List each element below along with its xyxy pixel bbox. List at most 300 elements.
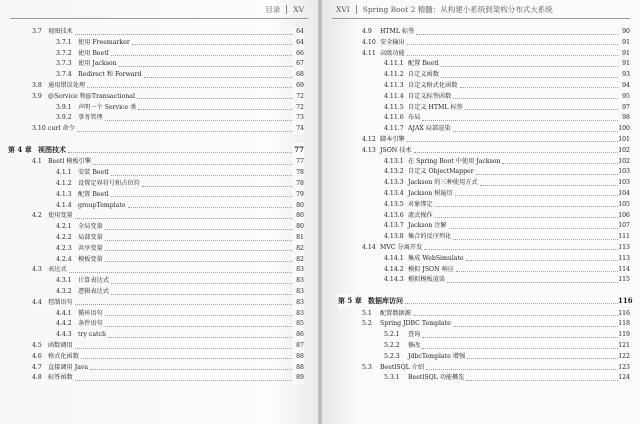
toc-entry-page: 74 [292, 124, 304, 135]
dot-leader [111, 196, 292, 197]
toc-entry-number: 4.8 [32, 373, 44, 384]
dot-leader [465, 109, 618, 110]
toc-entry-page: 97 [618, 103, 630, 114]
dot-leader [111, 283, 292, 284]
toc-entry-page: 81 [292, 233, 304, 244]
toc-entry-page: 113 [618, 254, 630, 265]
toc-entry-title: 对象绑定 [408, 200, 435, 211]
dot-leader [142, 186, 292, 187]
toc-entry-title: try catch [78, 330, 108, 341]
dot-leader [413, 315, 618, 316]
dot-leader [424, 249, 618, 250]
dot-leader [476, 174, 618, 175]
toc-entry-page: 116 [618, 294, 630, 309]
dot-leader [414, 152, 618, 153]
toc-entry-number: 4.2.1 [56, 222, 74, 233]
toc-entry-page: 80 [292, 222, 304, 233]
toc-entry-title: 数据库访问 [368, 294, 405, 309]
toc-entry-number: 5.2.3 [384, 352, 402, 363]
toc-entry-title: Jackson 的三种使用方式 [408, 178, 480, 189]
toc-entry-page: 82 [292, 244, 304, 255]
toc-entry [8, 38, 304, 49]
toc-entry-number: 4.3.2 [56, 287, 74, 298]
dot-leader [422, 120, 618, 121]
toc-entry-number: 4.14.2 [384, 265, 406, 276]
toc-entry-number: 3.9.1 [56, 103, 74, 114]
dot-leader [467, 358, 618, 359]
toc-entry [358, 254, 630, 265]
toc-entry-title: Jackson 注解 [408, 221, 449, 232]
toc-entry-title: 使用变量 [48, 211, 75, 222]
toc-entry [8, 309, 304, 320]
toc-entry [8, 341, 304, 352]
toc-entry-title: 条件语句 [78, 319, 105, 330]
dot-leader [75, 304, 292, 305]
toc-entry [8, 352, 304, 363]
toc-entry-page: 83 [292, 309, 304, 320]
right-toc-list [338, 27, 633, 384]
toc-entry-page: 72 [292, 92, 304, 103]
toc-entry [358, 70, 630, 81]
toc-entry [358, 157, 630, 168]
toc-entry-title: 视图技术 [48, 27, 75, 38]
toc-entry-number: 4.14 [362, 243, 378, 254]
dot-leader [105, 250, 292, 251]
left-page [0, 0, 318, 424]
toc-entry-page: 121 [618, 341, 630, 352]
toc-entry-title: 局部变量 [78, 233, 105, 244]
toc-entry-page: 91 [618, 38, 630, 49]
toc-entry-title: 自定义标签函数 [408, 92, 453, 103]
toc-entry [8, 49, 304, 60]
toc-entry-page: 101 [618, 135, 630, 146]
dot-leader [132, 44, 292, 45]
toc-entry [8, 59, 304, 70]
dot-leader [453, 98, 618, 99]
toc-entry-number: 4.11.4 [384, 92, 406, 103]
dot-leader [75, 380, 292, 381]
toc-entry-number: 4.11 [362, 49, 378, 60]
toc-entry-title: 自定义函数 [408, 70, 441, 81]
toc-entry [8, 373, 304, 384]
toc-entry [8, 168, 304, 179]
dot-leader [455, 195, 618, 196]
toc-entry-number: 4.11.2 [384, 70, 406, 81]
toc-entry-title: 通用错误处理 [48, 81, 87, 92]
toc-entry-title: Redirect 和 Forward [78, 70, 144, 81]
dot-leader [138, 109, 292, 110]
toc-entry-number: 4.3.1 [56, 276, 74, 287]
toc-entry [358, 189, 630, 200]
toc-entry [358, 124, 630, 135]
dot-leader [441, 77, 618, 78]
toc-entry-page: 72 [292, 103, 304, 114]
toc-entry-number: 4.3 [32, 265, 44, 276]
toc-entry-number: 4.5 [32, 341, 44, 352]
dot-leader [111, 294, 292, 295]
dot-leader [456, 271, 618, 272]
toc-entry-number: 4.10 [362, 38, 378, 49]
toc-entry [8, 103, 304, 114]
toc-entry [8, 265, 304, 276]
right-page [322, 0, 640, 424]
dot-leader [105, 240, 292, 241]
toc-entry-page: 87 [292, 341, 304, 352]
toc-entry-title: 流式操作 [408, 211, 435, 222]
toc-entry-number: 5.3 [362, 363, 374, 374]
toc-entry-title: curl 命令 [48, 124, 77, 135]
toc-entry-page: 80 [292, 211, 304, 222]
toc-entry-title: 使用 Freemarker [78, 38, 132, 49]
toc-entry-page: 102 [618, 146, 630, 157]
dot-leader [416, 34, 618, 35]
toc-entry-number: 4.13.4 [384, 189, 406, 200]
toc-entry-page: 105 [618, 200, 630, 211]
toc-entry-page: 64 [292, 27, 304, 38]
dot-leader [75, 218, 292, 219]
toc-entry-number: 4.6 [32, 352, 44, 363]
toc-entry [8, 222, 304, 233]
toc-entry-title: 计算表达式 [78, 276, 111, 287]
toc-entry [358, 341, 630, 352]
toc-entry-number: 3.9.2 [56, 113, 74, 124]
toc-entry [358, 330, 630, 341]
dot-leader [111, 175, 292, 176]
toc-entry-number: 4.14.1 [384, 254, 406, 265]
chapter-spacer [8, 135, 304, 143]
chapter-spacer [358, 286, 630, 294]
toc-entry-number: 4.4 [32, 298, 44, 309]
toc-entry [358, 221, 630, 232]
toc-entry-page: 73 [292, 113, 304, 124]
dot-leader [435, 206, 618, 207]
toc-entry-page: 98 [618, 113, 630, 124]
toc-entry-page: 86 [292, 330, 304, 341]
toc-entry [358, 146, 630, 157]
toc-entry-title: 高级功能 [380, 49, 407, 60]
toc-entry-page: 67 [292, 59, 304, 70]
toc-entry-title: 模拟 JSON 响应 [408, 265, 456, 276]
dot-leader [119, 66, 292, 67]
toc-entry-title: 在 Spring Boot 中使用 Jackson [408, 157, 502, 168]
dot-leader [69, 272, 292, 273]
toc-entry [8, 233, 304, 244]
toc-entry-title: 格式化函数 [48, 352, 81, 363]
toc-entry-number: 4.11.5 [384, 103, 406, 114]
toc-entry-number: 4.1.1 [56, 168, 74, 179]
toc-entry-number: 4.13.3 [384, 178, 406, 189]
toc-entry [8, 113, 304, 124]
toc-entry-title: 声明一个 Service 类 [78, 103, 138, 114]
toc-entry-page: 66 [292, 49, 304, 60]
toc-entry [358, 27, 630, 38]
dot-leader [93, 164, 292, 165]
toc-entry [8, 255, 304, 266]
toc-entry [8, 124, 304, 135]
toc-entry-number: 3.10 [32, 124, 48, 135]
toc-entry-page: 91 [618, 59, 630, 70]
dot-leader [81, 358, 292, 359]
toc-entry [8, 244, 304, 255]
toc-entry-number: 5.2 [362, 319, 374, 330]
toc-entry-title: 逻辑表达式 [78, 287, 111, 298]
toc-entry-title: 配置数据源 [380, 309, 413, 320]
toc-entry-title: BeetlSQL 功能概览 [408, 373, 466, 384]
dot-leader [460, 87, 618, 88]
toc-entry-number: 4.4.3 [56, 330, 74, 341]
toc-entry [8, 81, 304, 92]
toc-entry-number: 4.7 [32, 363, 44, 374]
dot-leader [407, 44, 618, 45]
toc-entry [358, 59, 630, 70]
dot-leader [447, 282, 618, 283]
dot-leader [441, 66, 618, 67]
toc-entry [358, 309, 630, 320]
dot-leader [87, 87, 292, 88]
dot-leader [480, 185, 618, 186]
toc-entry-title: 模板变量 [78, 255, 105, 266]
toc-entry-title: AJAX 局部渲染 [408, 124, 453, 135]
toc-entry [358, 363, 630, 374]
toc-entry-number: 4.13.1 [384, 157, 406, 168]
dot-leader [407, 141, 618, 142]
toc-entry-page: 103 [618, 178, 630, 189]
toc-entry-page: 83 [292, 287, 304, 298]
dot-leader [68, 152, 292, 153]
toc-entry-title: 自定义格式化函数 [408, 81, 460, 92]
toc-entry-number: 4.13 [362, 146, 378, 157]
toc-entry [358, 373, 630, 384]
left-header-label: 目录 [265, 5, 281, 14]
toc-entry [8, 92, 304, 103]
toc-entry-page: 107 [618, 221, 630, 232]
header-separator [356, 5, 357, 14]
toc-entry-title: HTML 标签 [380, 27, 416, 38]
toc-entry-title: 脚本引擎 [380, 135, 407, 146]
header-rule [332, 18, 630, 19]
toc-entry [358, 92, 630, 103]
dot-leader [105, 315, 292, 316]
toc-entry-page: 69 [292, 81, 304, 92]
toc-entry-page: 115 [618, 275, 630, 286]
toc-entry [358, 113, 630, 124]
dot-leader [407, 55, 618, 56]
toc-entry-page: 102 [618, 157, 630, 168]
toc-entry-title: 循环语句 [78, 309, 105, 320]
toc-entry-page: 80 [292, 201, 304, 212]
toc-entry-number: 3.7.4 [56, 70, 74, 81]
right-header-page-number: XVI [336, 5, 350, 14]
toc-entry [8, 179, 304, 190]
toc-entry [358, 135, 630, 146]
toc-entry-number: 4.12 [362, 135, 378, 146]
toc-entry-number: 4.11.7 [384, 124, 406, 135]
toc-entry-title: @Service 和@Transactional [48, 92, 137, 103]
dot-leader [502, 163, 618, 164]
toc-entry-page: 78 [292, 179, 304, 190]
toc-entry-number: 4.1.4 [56, 201, 74, 212]
toc-entry-title: 共享变量 [78, 244, 105, 255]
toc-entry-page: 64 [292, 38, 304, 49]
toc-entry-page: 116 [618, 309, 630, 320]
left-header-page-number: XV [293, 5, 304, 14]
dot-leader [77, 131, 292, 132]
dot-leader [111, 55, 292, 56]
toc-entry [8, 201, 304, 212]
dot-leader [137, 98, 292, 99]
dot-leader [128, 207, 292, 208]
dot-leader [453, 326, 618, 327]
toc-entry [358, 319, 630, 330]
toc-entry-number: 4.11.1 [384, 59, 406, 70]
toc-entry-number: 4.4.1 [56, 309, 74, 320]
toc-entry [358, 103, 630, 114]
toc-entry-page: 111 [618, 232, 630, 243]
toc-entry-title: 查询 [408, 330, 422, 341]
toc-entry [8, 27, 304, 38]
toc-entry-title: Beetl 模板引擎 [48, 157, 93, 168]
toc-entry-number: 5.1 [362, 309, 374, 320]
toc-entry-page: 77 [292, 143, 304, 158]
toc-entry-title: 模拟模板渲染 [408, 275, 447, 286]
toc-entry [8, 157, 304, 168]
dot-leader [466, 380, 618, 381]
toc-entry-title: 修改 [408, 341, 422, 352]
toc-entry-title: BeetlSQL 介绍 [380, 363, 426, 374]
toc-entry-page: 103 [618, 167, 630, 178]
toc-entry-page: 93 [618, 70, 630, 81]
toc-entry-title: 全局变量 [78, 222, 105, 233]
toc-entry-number: 4.4.2 [56, 319, 74, 330]
toc-entry [358, 81, 630, 92]
toc-entry-title: 自定义 ObjectMapper [408, 167, 476, 178]
header-separator [286, 5, 287, 14]
toc-entry-page: 83 [292, 265, 304, 276]
toc-entry-page: 95 [618, 92, 630, 103]
toc-entry-title: MVC 分离开发 [380, 243, 424, 254]
toc-entry-title: Jackson 树遍历 [408, 189, 455, 200]
toc-entry-number: 4.11.3 [384, 81, 406, 92]
left-toc-list [8, 27, 304, 384]
toc-entry-title: Spring JDBC Template [380, 319, 453, 330]
toc-entry-page: 122 [618, 352, 630, 363]
toc-entry [358, 275, 630, 286]
toc-entry-title: 安全输出 [380, 38, 407, 49]
toc-entry-number: 3.7.3 [56, 59, 74, 70]
toc-entry-title: 控制语句 [48, 298, 75, 309]
toc-entry-number: 4.2.3 [56, 244, 74, 255]
left-page-header [265, 4, 304, 18]
toc-entry-page: 78 [292, 168, 304, 179]
dot-leader [426, 369, 618, 370]
toc-entry [8, 298, 304, 309]
toc-entry-title: 使用 Beetl [78, 49, 111, 60]
toc-entry [8, 276, 304, 287]
toc-entry-title: 自定义 HTML 标签 [408, 103, 465, 114]
toc-entry-title: 配置 Beetl [408, 59, 441, 70]
toc-entry-title: 集合的反序列化 [408, 232, 453, 243]
dot-leader [435, 217, 618, 218]
toc-entry-title: 视图技术 [38, 143, 68, 158]
toc-entry-number: 3.7.1 [56, 38, 74, 49]
dot-leader [453, 239, 618, 240]
toc-entry-number: 3.7 [32, 27, 44, 38]
toc-entry-number: 第 4 章 [8, 143, 34, 158]
toc-entry [8, 363, 304, 374]
header-rule [10, 18, 308, 19]
toc-entry-number: 3.7.2 [56, 49, 74, 60]
dot-leader [108, 337, 292, 338]
toc-entry-number: 4.13.8 [384, 232, 406, 243]
toc-entry-page: 82 [292, 255, 304, 266]
toc-entry [8, 190, 304, 201]
right-header-label: Spring Boot 2 精髓：从构建小系统到架构分布式大系统 [362, 5, 553, 14]
toc-entry [358, 265, 630, 276]
toc-entry-title: groupTemplate [78, 201, 128, 212]
toc-entry-number: 4.13.5 [384, 200, 406, 211]
toc-entry-title: 安装 Beetl [78, 168, 111, 179]
toc-entry-page: 89 [292, 373, 304, 384]
toc-entry-page: 118 [618, 319, 630, 330]
toc-chapter-entry [338, 294, 633, 309]
toc-entry-title: 表达式 [48, 265, 69, 276]
toc-entry-title: 直接调用 Java [48, 363, 90, 374]
toc-entry-page: 119 [618, 330, 630, 341]
toc-entry-title: 使用 Jackson [78, 59, 119, 70]
toc-entry-page: 104 [618, 189, 630, 200]
toc-entry-title: 设置定界符号和占位符 [78, 179, 142, 190]
toc-entry [8, 319, 304, 330]
toc-entry [8, 70, 304, 81]
toc-entry-number: 第 5 章 [338, 294, 364, 309]
dot-leader [144, 77, 292, 78]
toc-entry-number: 4.2.4 [56, 255, 74, 266]
toc-entry [358, 178, 630, 189]
dot-leader [105, 120, 292, 121]
toc-entry-page: 90 [618, 27, 630, 38]
dot-leader [422, 348, 618, 349]
toc-entry-title: 配置 Beetl [78, 190, 111, 201]
toc-entry-page: 124 [618, 373, 630, 384]
toc-entry-number: 4.13.2 [384, 167, 406, 178]
toc-entry-page: 114 [618, 265, 630, 276]
toc-entry-title: 事务管理 [78, 113, 105, 124]
toc-entry-page: 94 [618, 81, 630, 92]
toc-entry-title: 标签函数 [48, 373, 75, 384]
toc-entry [358, 352, 630, 363]
toc-entry-number: 4.9 [362, 27, 374, 38]
toc-entry-number: 4.1.3 [56, 190, 74, 201]
toc-entry-number: 4.14.3 [384, 275, 406, 286]
toc-entry-page: 79 [292, 190, 304, 201]
toc-entry-number: 4.13.7 [384, 221, 406, 232]
dot-leader [422, 337, 618, 338]
toc-entry-title: 集成 WebSimulate [408, 254, 466, 265]
toc-entry-page: 88 [292, 352, 304, 363]
dot-leader [75, 34, 292, 35]
toc-entry [8, 211, 304, 222]
toc-entry-number: 4.2 [32, 211, 44, 222]
toc-entry-page: 100 [618, 124, 630, 135]
dot-leader [449, 228, 618, 229]
toc-entry-page: 85 [292, 319, 304, 330]
toc-entry [8, 287, 304, 298]
toc-entry-number: 5.3.1 [384, 373, 402, 384]
toc-chapter-entry [8, 143, 304, 158]
toc-entry [358, 232, 630, 243]
toc-entry-page: 113 [618, 243, 630, 254]
dot-leader [90, 369, 292, 370]
